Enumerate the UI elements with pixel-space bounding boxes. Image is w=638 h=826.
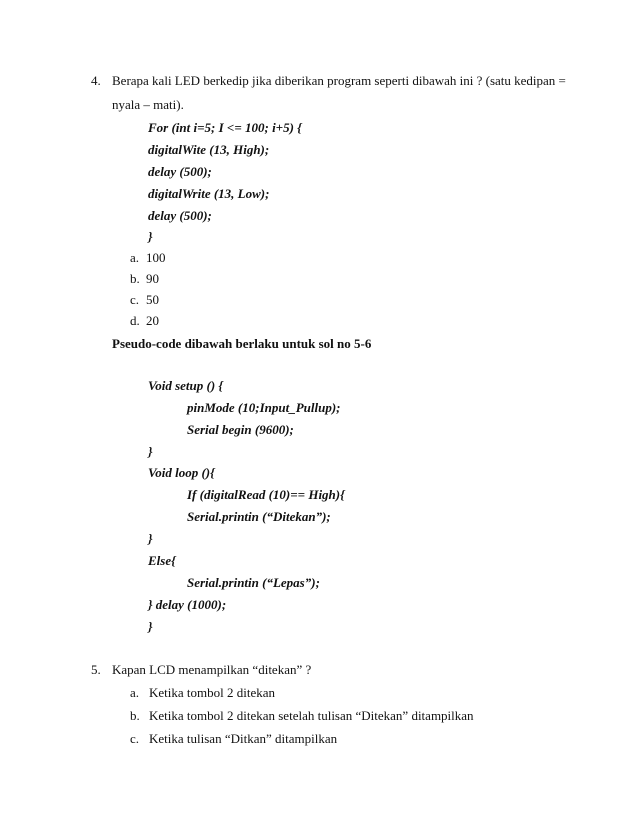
q4-option-b-text: 90 xyxy=(146,271,159,286)
q4-option-d-text: 20 xyxy=(146,313,159,328)
q5-text: Kapan LCD menampilkan “ditekan” ? xyxy=(112,662,312,677)
pseudo-code-line: pinMode (10;Input_Pullup); xyxy=(187,400,341,415)
pseudo-code-line: Else{ xyxy=(148,553,176,568)
q4-option-a-text: 100 xyxy=(146,250,166,265)
q4-option-a-letter: a. xyxy=(130,250,140,265)
q4-option-c-text: 50 xyxy=(146,292,159,307)
pseudo-code-line: If (digitalRead (10)== High){ xyxy=(187,487,345,502)
q4-number: 4. xyxy=(91,73,101,88)
pseudo-code-line: Serial.printin (“Ditekan”); xyxy=(187,509,331,524)
q5-option-c-letter: c. xyxy=(130,731,140,746)
pseudo-code-line: } xyxy=(148,444,153,459)
q5-option-c-text: Ketika tulisan “Ditkan” ditampilkan xyxy=(149,731,338,746)
q4-option-b-letter: b. xyxy=(130,271,140,286)
q4-code-line: digitalWrite (13, Low); xyxy=(148,186,270,201)
q5-option-b-text: Ketika tombol 2 ditekan setelah tulisan “Ditekan” ditampilkan xyxy=(149,708,474,723)
q4-text-line2: nyala – mati). xyxy=(112,97,184,112)
q4-code-line: digitalWite (13, High); xyxy=(148,142,270,157)
pseudo-code-line: } xyxy=(148,531,153,546)
pseudo-code-line: Serial begin (9600); xyxy=(187,422,294,437)
pseudo-code-line: Void setup () { xyxy=(148,378,223,393)
q4-option-c-letter: c. xyxy=(130,292,140,307)
q5-option-b-letter: b. xyxy=(130,708,140,723)
q4-code-line: delay (500); xyxy=(148,208,212,223)
q5-option-a-text: Ketika tombol 2 ditekan xyxy=(149,685,276,700)
pseudo-code-line: Serial.printin (“Lepas”); xyxy=(187,575,320,590)
q5-number: 5. xyxy=(91,662,101,677)
q5-option-a-letter: a. xyxy=(130,685,140,700)
q4-code-line: delay (500); xyxy=(148,164,212,179)
pseudo-code-heading: Pseudo-code dibawah berlaku untuk sol no 5-6 xyxy=(112,336,372,351)
q4-code-line: For (int i=5; I <= 100; i+5) { xyxy=(148,120,302,135)
pseudo-code-line: Void loop (){ xyxy=(148,465,215,480)
q4-code-line: } xyxy=(148,229,153,244)
pseudo-code-line: } delay (1000); xyxy=(148,597,227,612)
pseudo-code-line: } xyxy=(148,619,153,634)
q4-text-line1: Berapa kali LED berkedip jika diberikan program seperti dibawah ini ? (satu kedipan = xyxy=(112,73,566,88)
q4-option-d-letter: d. xyxy=(130,313,140,328)
